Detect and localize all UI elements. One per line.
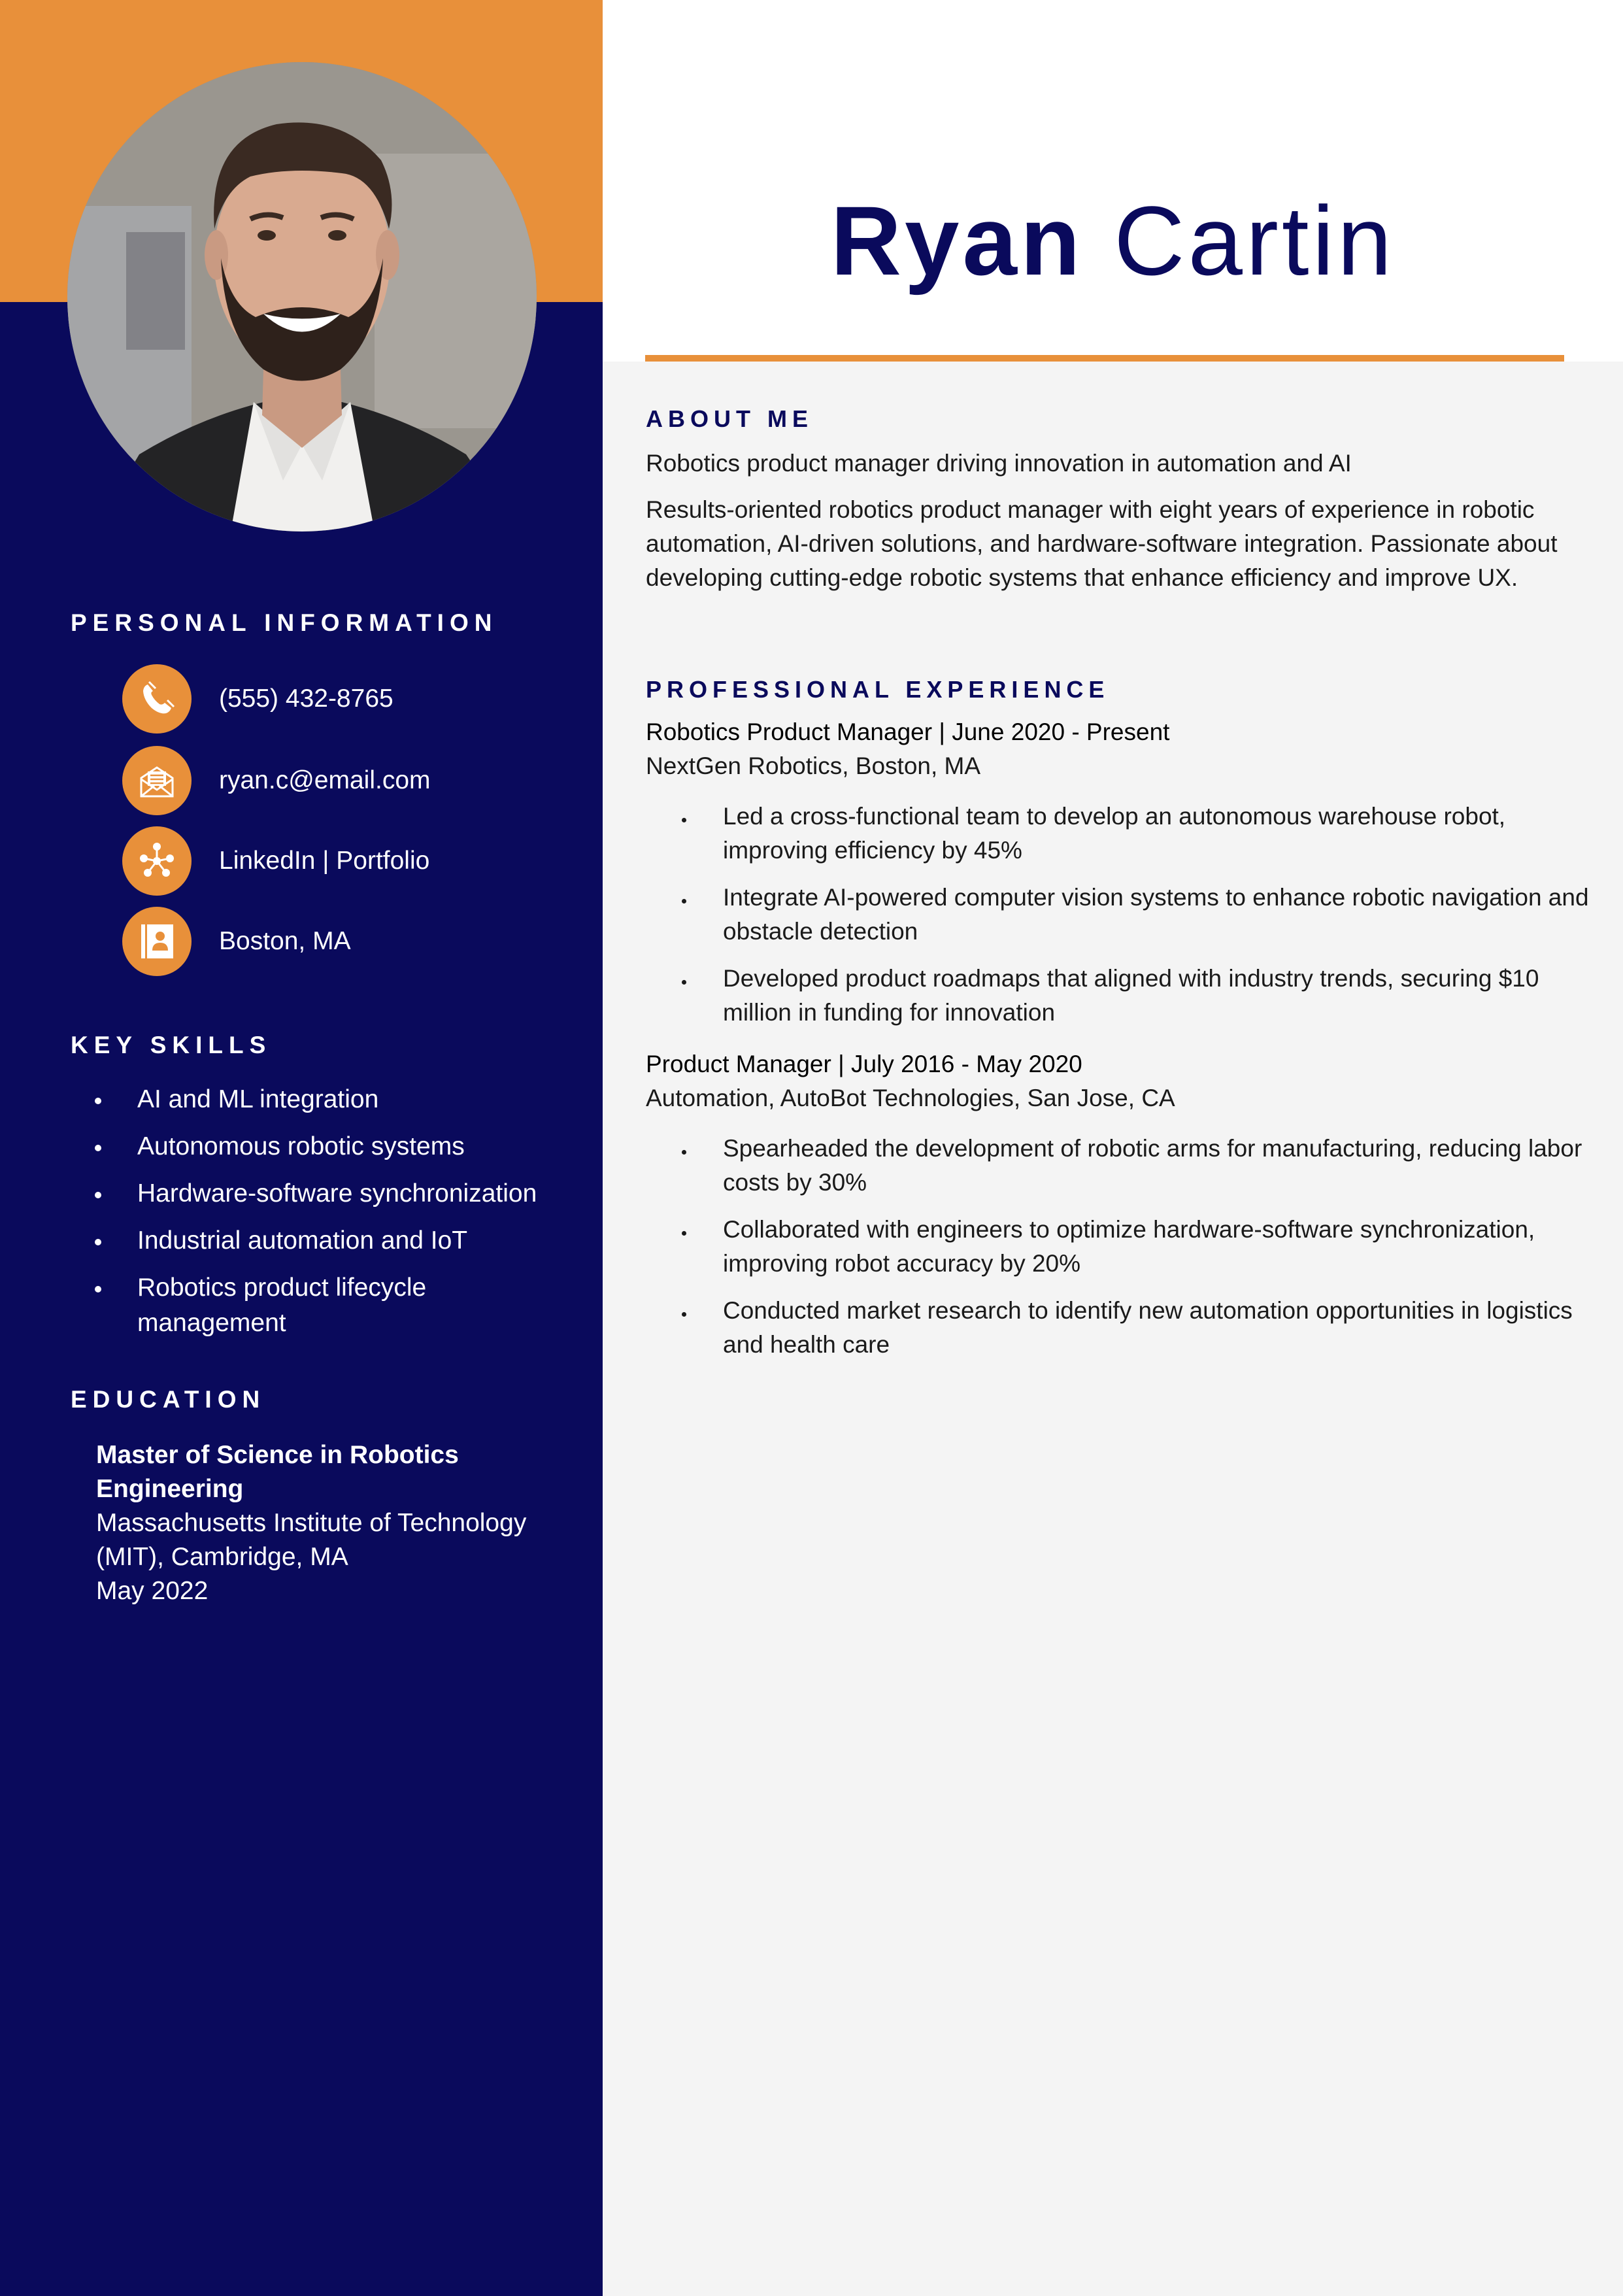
bullet-icon	[682, 1150, 686, 1155]
email-icon	[122, 746, 192, 815]
education-heading: EDUCATION	[71, 1386, 266, 1413]
about-me-heading: ABOUT ME	[646, 405, 813, 432]
personal-information-heading: PERSONAL INFORMATION	[71, 609, 498, 636]
job-2-bullets	[680, 1132, 1595, 1375]
bullet-icon	[682, 1312, 686, 1317]
contact-links	[122, 826, 429, 896]
contact-phone	[122, 664, 393, 734]
job-company: NextGen Robotics, Boston, MA	[646, 752, 981, 779]
skills-list	[92, 1082, 562, 1353]
contact-email	[122, 746, 431, 815]
job-1-bullets	[680, 800, 1595, 1043]
about-tagline: Robotics product manager driving innovation in automation and AI	[646, 450, 1352, 477]
phone-icon	[122, 664, 192, 734]
profile-photo	[67, 62, 537, 532]
degree: Master of Science in Robotics Engineering	[96, 1441, 459, 1503]
graduation-date: May 2022	[96, 1577, 209, 1605]
contact-location	[122, 907, 351, 976]
linkedin-portfolio-link[interactable]: LinkedIn | Portfolio	[219, 847, 430, 875]
skill-item: Hardware-software synchronization	[92, 1176, 562, 1211]
last-name: Cartin	[1114, 186, 1396, 295]
bullet-icon	[682, 818, 686, 822]
education-entry	[96, 1438, 567, 1608]
email-address[interactable]: ryan.c@email.com	[219, 766, 431, 794]
bullet-icon	[682, 899, 686, 903]
candidate-name	[603, 175, 1623, 306]
skill-item: Autonomous robotic systems	[92, 1129, 562, 1164]
address-book-icon	[122, 907, 192, 976]
bullet-icon	[95, 1098, 101, 1104]
job-2-header	[646, 1047, 1574, 1115]
job-bullet: Led a cross-functional team to develop an autonomous warehouse robot, improving efficiency by 45%	[680, 800, 1595, 868]
network-icon	[122, 826, 192, 896]
first-name: Ryan	[830, 186, 1084, 295]
bullet-icon	[95, 1239, 101, 1245]
bullet-icon	[95, 1192, 101, 1198]
location: Boston, MA	[219, 927, 351, 955]
header-divider	[645, 355, 1564, 362]
about-summary: Results-oriented robotics product manager with eight years of experience in robotic automation, AI-driven solutions, and hardware-software integration. Passionate about developing cutting-edge robotic systems that enhance efficiency and improve UX.	[646, 496, 1558, 591]
skill-item: Robotics product lifecycle management	[92, 1270, 477, 1341]
job-bullet: Conducted market research to identify new automation opportunities in logistics and health care	[680, 1294, 1595, 1362]
job-company: Automation, AutoBot Technologies, San Jose, CA	[646, 1085, 1175, 1111]
skill-item: AI and ML integration	[92, 1082, 562, 1117]
job-bullet: Developed product roadmaps that aligned with industry trends, securing $10 million in funding for innovation	[680, 962, 1595, 1030]
bullet-icon	[95, 1145, 101, 1151]
job-title: Robotics Product Manager | June 2020 - Present	[646, 718, 1170, 745]
job-bullet: Spearheaded the development of robotic arms for manufacturing, reducing labor costs by 30%	[680, 1132, 1595, 1200]
professional-experience-heading: PROFESSIONAL EXPERIENCE	[646, 676, 1110, 703]
school: Massachusetts Institute of Technology (MIT), Cambridge, MA	[96, 1509, 527, 1571]
bullet-icon	[682, 1231, 686, 1236]
bullet-icon	[682, 980, 686, 985]
job-bullet: Collaborated with engineers to optimize hardware-software synchronization, improving robot accuracy by 20%	[680, 1213, 1595, 1281]
key-skills-heading: KEY SKILLS	[71, 1032, 272, 1058]
job-title: Product Manager | July 2016 - May 2020	[646, 1051, 1082, 1077]
bullet-icon	[95, 1286, 101, 1292]
phone-number[interactable]: (555) 432-8765	[219, 684, 393, 713]
skill-item: Industrial automation and IoT	[92, 1223, 562, 1258]
portrait-illustration	[67, 62, 537, 532]
job-1-header	[646, 715, 1574, 783]
job-bullet: Integrate AI-powered computer vision systems to enhance robotic navigation and obstacle detection	[680, 881, 1595, 949]
